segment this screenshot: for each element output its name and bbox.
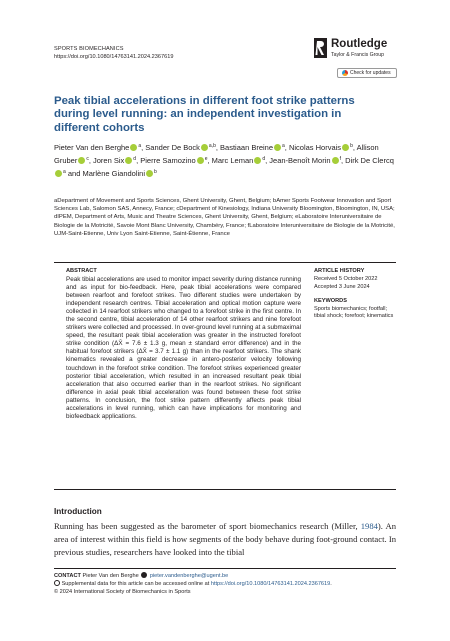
publisher-name: Routledge — [331, 38, 388, 50]
publisher-subtitle: Taylor & Francis Group — [331, 52, 385, 58]
introduction-heading: Introduction — [54, 507, 102, 516]
journal-name: SPORTS BIOMECHANICS — [54, 46, 124, 52]
affiliations: aDepartment of Movement and Sports Sciences, Ghent University, Ghent, Belgium; bAmer Sports Footwear Innovation and Sport Sciences Lab, Salomon SAS, Annecy, France; cDepartment of Kinesiology, Indiana University Bloomington, Bloomington, IN, USA; dIPEM, Department of Arts, Music and Theatre Sciences, Ghent University, Ghent, Belgium; eLaboratoire Interuniversitaire de Biologie de la Motricité, Savoie Mont Blanc University, Chambéry, France; fLaboratoire Interuniversitaire de Biologie de la Motricité, UJM-Saint-Etienne, Univ Lyon Saint-Etienne, Saint-Étienne, France — [54, 198, 395, 237]
keywords-text: Sports biomechanics; footfall; tibial shock; forefoot; kinematics — [314, 306, 394, 320]
author-list — [54, 141, 394, 179]
copyright-notice: © 2024 International Society of Biomechanics in Sports — [54, 589, 191, 595]
author-separator: , — [207, 155, 212, 165]
author-separator: , — [284, 143, 289, 152]
intro-text-before: Running has been suggested as the barometer of sport biomechanics research (Miller, — [54, 521, 361, 531]
orcid-icon[interactable] — [78, 157, 85, 164]
author-affiliation-marker: c — [86, 155, 89, 162]
supplemental-link[interactable]: https://doi.org/10.1080/14763141.2024.2367619 — [210, 581, 331, 587]
author-name[interactable]: Dirk De Clercq — [345, 155, 394, 165]
author-separator: , — [136, 155, 141, 165]
contact-email-link[interactable]: pieter.vandenberghe@ugent.be — [149, 573, 229, 579]
orcid-icon[interactable] — [274, 144, 281, 151]
check-for-updates-label: Check for updates — [350, 70, 391, 76]
supplemental-line: Supplemental data for this article can be accessed online at https://doi.org/10.1080/14763141.2024.2367619. — [54, 580, 396, 588]
footer-divider — [54, 568, 396, 569]
author-affiliation-marker: d — [262, 155, 266, 162]
author-name[interactable]: Joren Six — [93, 155, 125, 165]
keywords-heading: KEYWORDS — [314, 298, 347, 304]
contact-name: Pieter Van den Berghe — [82, 573, 139, 579]
abstract-text: Peak tibial accelerations are used to monitor impact severity during distance running and as input for bio-feedback. Here, peak tibial accelerations were compared between rearfoot and forefoot strikes. Two different studies were undertaken by independent research centres. Tibial acceleration and optical motion capture were collected in 14 rearfoot strikers who changed to a forefoot strike in the first centre. In the second centre, tibial acceleration of 14 other rearfoot strikers and nine forefoot strikers were collected and processed. In over-ground level running at a submaximal speed, the resultant peak tibial acceleration was greater in the instructed forefoot strike condition (ΔX̄ = 7.6 ± 1.3 g, mean ± standard error difference) and in the habitual forefoot strikers (ΔX̄ = 3.7 ± 1.1 g) than in the rearfoot strikers. The shank kinematics revealed a greater decrease in antero-posterior velocity following touchdown in the forefoot strike condition. The forefoot strikes experienced greater posterior tibial acceleration, which resulted in an increased resultant peak tibial acceleration that also occurred earlier than in the rearfoot strikes. No significant difference in axial peak tibial acceleration was found between these foot strike patterns. In conclusion, the foot strike pattern differently affects peak tibial accelerations in level running, which can have implications for monitoring and biofeedback applications. — [66, 276, 301, 420]
author-name[interactable]: Bastiaan Breine — [220, 143, 273, 152]
author-name[interactable]: Pierre Samozino — [140, 155, 196, 165]
crossmark-icon — [342, 70, 348, 76]
supplemental-text: Supplemental data for this article can be accessed online at — [61, 581, 211, 587]
article-doi-link[interactable]: https://doi.org/10.1080/14763141.2024.2367619 — [54, 54, 174, 60]
orcid-icon[interactable] — [55, 170, 62, 177]
author-affiliation-marker: b — [154, 168, 157, 175]
author-separator: , — [352, 143, 357, 152]
orcid-icon[interactable] — [197, 157, 204, 164]
author-name[interactable]: Allison Gruber — [54, 143, 379, 165]
author-affiliation-marker: a — [282, 143, 285, 149]
author-name[interactable]: Marc Leman — [211, 155, 254, 165]
author-affiliation-marker: d — [133, 155, 137, 162]
introduction-text — [54, 520, 396, 560]
supplemental-icon — [54, 580, 60, 586]
orcid-icon[interactable] — [201, 144, 208, 151]
author-separator: , — [340, 155, 346, 165]
abstract-heading: ABSTRACT — [66, 268, 97, 274]
author-affiliation-marker: f — [339, 155, 341, 162]
intro-text-after: ). An area of interest within this field is how segments of the body behave during foot-ground contact. In previous studies, researchers have looked into the tibial — [54, 521, 397, 558]
contact-line — [54, 572, 396, 580]
orcid-icon[interactable] — [332, 157, 339, 164]
author-separator: , — [265, 155, 270, 165]
article-history-heading: ARTICLE HISTORY — [314, 268, 365, 274]
orcid-icon[interactable] — [342, 144, 349, 151]
author-name[interactable]: Nicolas Horvais — [288, 143, 342, 152]
author-affiliation-marker: a — [63, 168, 66, 175]
accepted-date: Accepted 3 June 2024 — [314, 283, 370, 290]
author-separator: , — [141, 143, 146, 152]
check-for-updates-button[interactable] — [337, 68, 397, 78]
author-affiliation-marker: b — [350, 143, 353, 149]
orcid-icon[interactable] — [254, 157, 261, 164]
author-separator: , — [215, 143, 221, 152]
routledge-mark-icon — [314, 38, 327, 58]
author-name[interactable]: Jean-Benoît Morin — [269, 155, 331, 165]
author-affiliation-marker: a,b — [208, 143, 216, 149]
received-date: Received 5 October 2022 — [314, 276, 378, 282]
author-affiliation-marker: e — [204, 155, 208, 162]
author-separator: , — [88, 155, 94, 165]
author-name[interactable]: Pieter Van den Berghe — [54, 143, 130, 152]
orcid-icon[interactable] — [146, 170, 153, 177]
publisher-logo — [314, 36, 406, 62]
article-title: Peak tibial accelerations in different foot strike patterns during level running: an independent investigation in different cohorts — [54, 95, 355, 134]
author-affiliation-marker: a — [138, 143, 142, 149]
contact-label: CONTACT — [54, 573, 81, 579]
orcid-icon[interactable] — [125, 157, 132, 164]
author-name[interactable]: Sander De Bock — [145, 143, 200, 152]
orcid-icon[interactable] — [130, 144, 137, 151]
citation-link[interactable]: 1984 — [360, 521, 378, 531]
email-icon — [141, 572, 147, 578]
author-name[interactable]: and Marlène Giandolini — [67, 168, 146, 178]
